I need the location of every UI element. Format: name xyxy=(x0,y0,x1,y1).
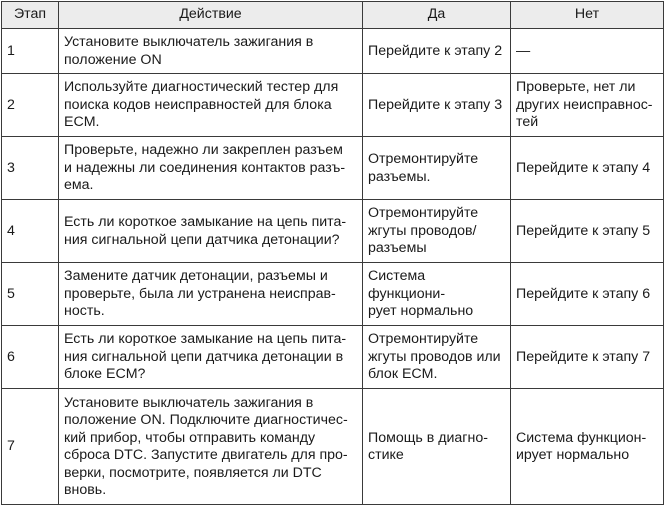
text-line: и надежны ли соединения контактов разъ- xyxy=(64,159,346,176)
table-row xyxy=(2,74,664,137)
no-cell xyxy=(511,263,664,326)
no-cell xyxy=(511,326,664,389)
action-cell xyxy=(59,74,363,137)
no-cell xyxy=(511,74,664,137)
text-line: Перейдите к этапу 6 xyxy=(516,285,651,302)
text-line: тей xyxy=(516,114,539,131)
yes-cell xyxy=(363,326,511,389)
table-header-row xyxy=(2,2,664,29)
yes-cell xyxy=(363,263,511,326)
action-cell xyxy=(59,326,363,389)
yes-cell xyxy=(363,29,511,74)
table-row xyxy=(2,137,664,200)
text-line: положение ON xyxy=(64,51,162,68)
step-cell: 4 xyxy=(2,200,59,263)
text-line: ния сигнальной цепи датчика детонации в xyxy=(64,348,344,365)
text-line: ема. xyxy=(64,177,94,194)
text-line: Отремонтируйте xyxy=(368,151,479,167)
text-line: Отремонтируйте xyxy=(368,331,479,348)
text-line: Перейдите к этапу 3 xyxy=(368,96,503,113)
action-cell xyxy=(59,263,363,326)
header-yes: Да xyxy=(363,2,511,29)
yes-cell xyxy=(363,200,511,263)
text-line: положение ON. Подключите диагностичес- xyxy=(64,412,348,428)
table-row xyxy=(2,263,664,326)
text-line: сброса DTC. Запустите двигатель для про- xyxy=(64,447,348,463)
text-line: рует нормально xyxy=(368,303,474,320)
no-cell xyxy=(511,137,664,200)
text-line: Система функцион- xyxy=(516,429,647,446)
header-action: Действие xyxy=(59,2,363,29)
text-line: жгуты проводов/ xyxy=(368,222,477,239)
text-line: Перейдите к этапу 7 xyxy=(516,348,651,365)
text-line: разъемы. xyxy=(368,168,431,185)
action-cell xyxy=(59,29,363,74)
text-line: вновь. xyxy=(64,482,107,498)
text-line: верки, посмотрите, появляется ли DTC xyxy=(64,464,322,481)
text-line: жгуты проводов или xyxy=(368,348,501,365)
text-line: Перейдите к этапу 5 xyxy=(516,222,651,239)
step-cell: 3 xyxy=(2,137,59,200)
text-line: — xyxy=(516,42,531,59)
text-line: Установите выключатель зажигания в xyxy=(64,394,314,411)
text-line: Есть ли короткое замыкание на цепь пита- xyxy=(64,214,347,230)
text-line: Замените датчик детонации, разъемы и xyxy=(64,268,328,285)
step-cell: 6 xyxy=(2,326,59,389)
text-line: Используйте диагностический тестер для xyxy=(64,79,339,96)
table-row xyxy=(2,389,664,505)
text-line: Перейдите к этапу 4 xyxy=(516,159,651,176)
text-line: ность. xyxy=(64,303,105,320)
text-line: Установите выключатель зажигания в xyxy=(64,34,314,50)
text-line: Отремонтируйте xyxy=(368,205,479,222)
no-cell xyxy=(511,389,664,505)
text-line: ECM. xyxy=(64,114,100,131)
text-line: Есть ли короткое замыкание на цепь пита- xyxy=(64,331,347,348)
table-row xyxy=(2,29,664,74)
yes-cell xyxy=(363,389,511,505)
text-line: ирует нормально xyxy=(516,447,630,463)
text-line: проверьте, была ли устранена неисправ- xyxy=(64,285,336,302)
no-cell xyxy=(511,29,664,74)
action-cell xyxy=(59,137,363,200)
text-line: Помощь в диагно- xyxy=(368,429,488,446)
text-line: разъемы xyxy=(368,240,427,257)
text-line: Перейдите к этапу 2 xyxy=(368,42,503,59)
text-line: кий прибор, чтобы отправить команду xyxy=(64,429,316,446)
yes-cell xyxy=(363,137,511,200)
text-line: ния сигнальной цепи датчика детонации? xyxy=(64,231,340,248)
header-no: Нет xyxy=(511,2,664,29)
table-row xyxy=(2,326,664,389)
step-cell: 1 xyxy=(2,29,59,74)
yes-cell xyxy=(363,74,511,137)
text-line: других неисправнос- xyxy=(516,96,653,113)
text-line: стике xyxy=(368,447,404,463)
text-line: блок ECM. xyxy=(368,366,438,383)
text-line: Проверьте, надежно ли закреплен разъем xyxy=(64,142,343,159)
diagnostic-table xyxy=(1,1,664,505)
step-cell: 5 xyxy=(2,263,59,326)
step-cell: 7 xyxy=(2,389,59,505)
table-row xyxy=(2,200,664,263)
no-cell xyxy=(511,200,664,263)
action-cell xyxy=(59,200,363,263)
action-cell xyxy=(59,389,363,505)
text-line: блоке ECM? xyxy=(64,366,146,383)
text-line: Система функциони- xyxy=(368,268,446,302)
step-cell: 2 xyxy=(2,74,59,137)
text-line: поиска кодов неисправностей для блока xyxy=(64,96,332,113)
header-step: Этап xyxy=(2,2,59,29)
text-line: Проверьте, нет ли xyxy=(516,79,636,96)
